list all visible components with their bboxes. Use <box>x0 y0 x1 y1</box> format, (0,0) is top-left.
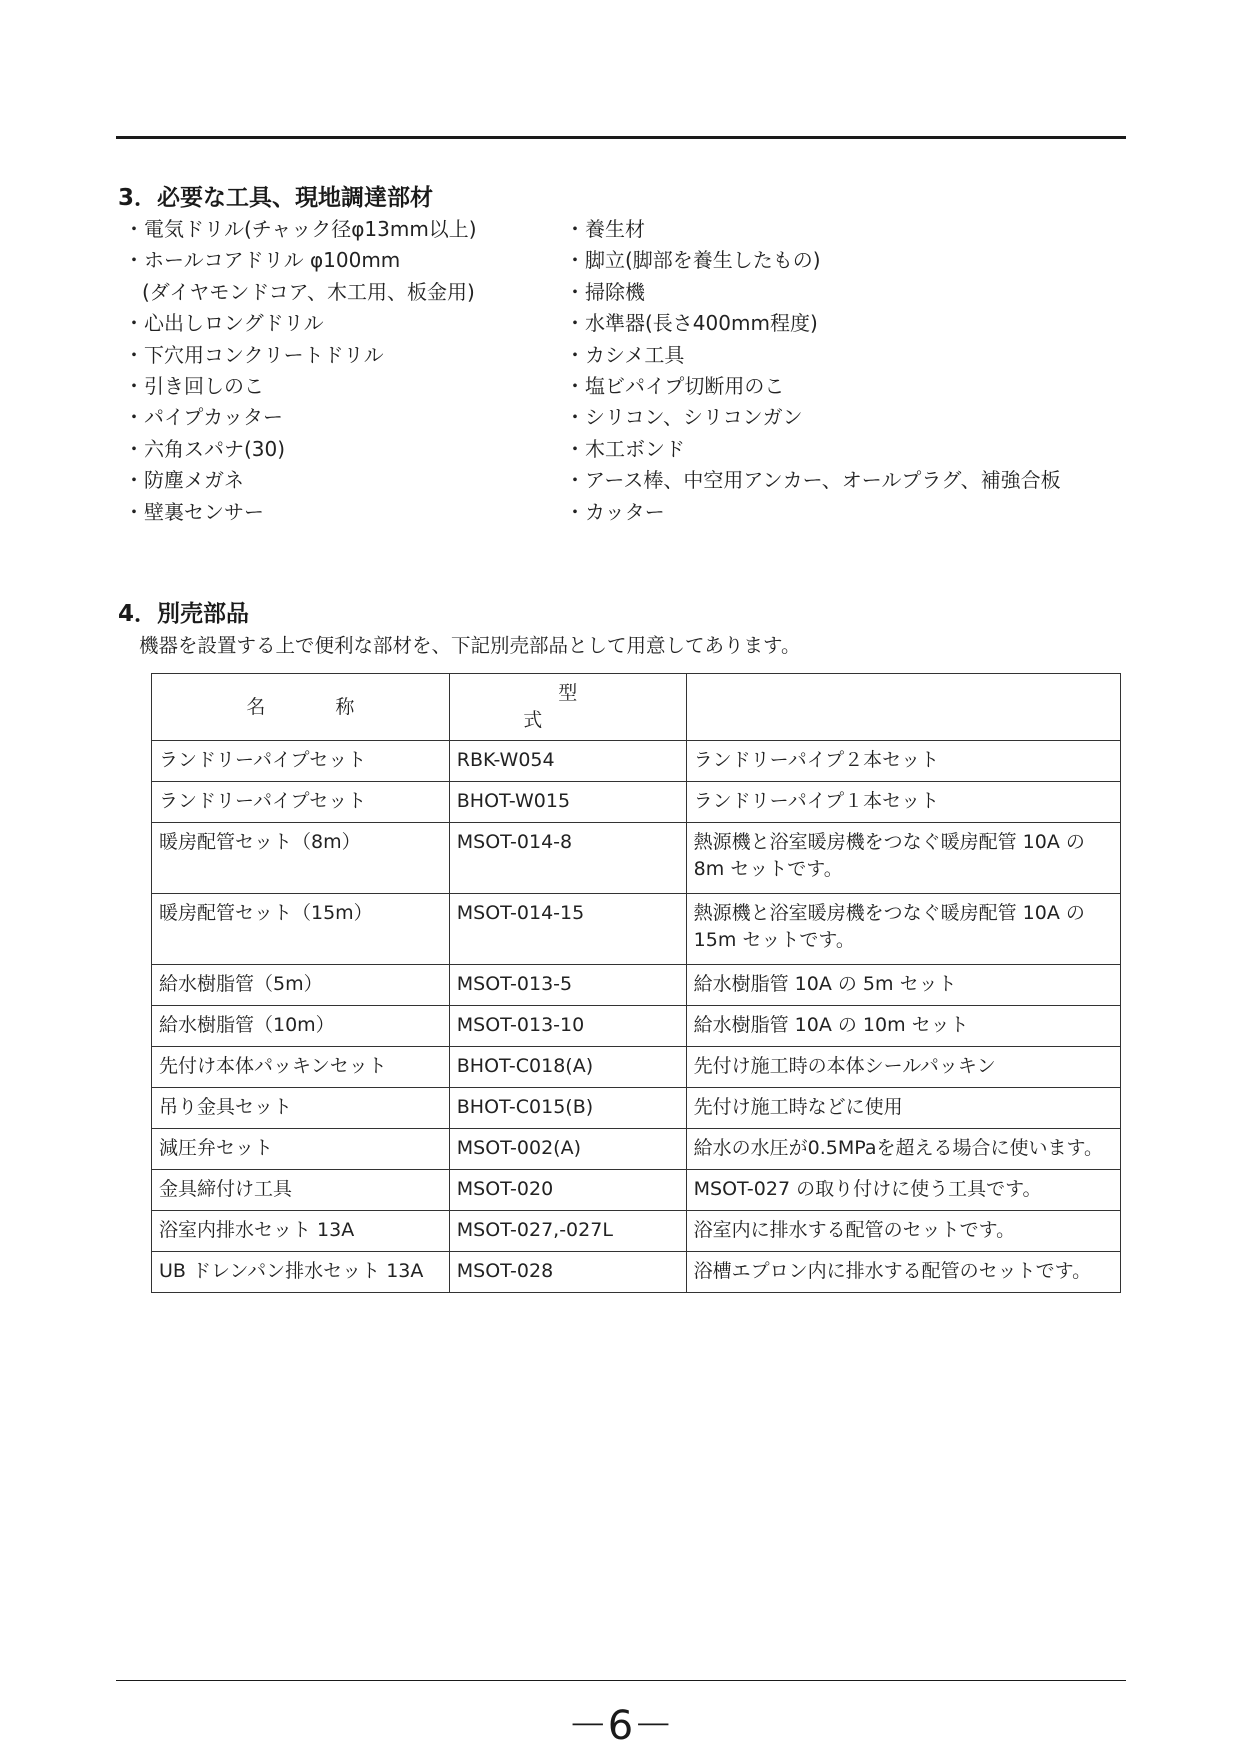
header-description <box>686 674 1120 741</box>
cell-name: 金具締付け工具 <box>152 1170 450 1211</box>
cell-description: 熱源機と浴室暖房機をつなぐ暖房配管 10A の 8m セットです。 <box>686 823 1120 894</box>
bottom-rule <box>116 1680 1126 1681</box>
cell-model: RBK-W054 <box>449 741 686 782</box>
cell-name: 給水樹脂管（10m） <box>152 1006 450 1047</box>
list-item: ・養生材 <box>565 217 645 241</box>
list-item: ・下穴用コンクリートドリル <box>124 342 384 367</box>
table-row <box>152 782 1121 823</box>
cell-name: 先付け本体パッキンセット <box>152 1047 450 1088</box>
table-row <box>152 965 1121 1006</box>
table-row <box>152 741 1121 782</box>
header-name: 名称 <box>152 674 450 741</box>
cell-model: MSOT-028 <box>449 1252 686 1293</box>
table-row <box>152 894 1121 965</box>
cell-model: MSOT-027,-027L <box>449 1211 686 1252</box>
cell-model: MSOT-013-5 <box>449 965 686 1006</box>
list-item: ・掃除機 <box>565 279 645 304</box>
cell-name: 減圧弁セット <box>152 1129 450 1170</box>
cell-name: UB ドレンパン排水セット 13A <box>152 1252 450 1293</box>
list-item: ・塩ビパイプ切断用のこ <box>565 373 785 398</box>
table-row <box>152 823 1121 894</box>
list-item: ・シリコン、シリコンガン <box>565 405 803 430</box>
table-row <box>152 1088 1121 1129</box>
cell-model: BHOT-C015(B) <box>449 1088 686 1129</box>
list-item: ・カッター <box>565 499 665 524</box>
list-item: ・アース棒、中空用アンカー、オールプラグ、補強合板 <box>565 468 1061 493</box>
cell-model: MSOT-002(A) <box>449 1129 686 1170</box>
list-item: ・パイプカッター <box>124 405 283 430</box>
list-item: (ダイヤモンドコア、木工用、板金用) <box>142 279 475 304</box>
page-number: －6－ <box>567 1703 674 1749</box>
table-row <box>152 1047 1121 1088</box>
cell-name: 暖房配管セット（8m） <box>152 823 450 894</box>
list-item: ・ホールコアドリル φ100mm <box>124 248 401 273</box>
cell-name: ランドリーパイプセット <box>152 782 450 823</box>
cell-description: 熱源機と浴室暖房機をつなぐ暖房配管 10A の 15m セットです。 <box>686 894 1120 965</box>
cell-description: ランドリーパイプ２本セット <box>686 741 1120 782</box>
cell-name: 吊り金具セット <box>152 1088 450 1129</box>
tools-list-left <box>124 214 477 528</box>
list-item: ・引き回しのこ <box>124 373 264 398</box>
cell-name: 給水樹脂管（5m） <box>152 965 450 1006</box>
table-header-row <box>152 674 1121 741</box>
optional-parts-table <box>151 673 1121 1293</box>
tools-list-right <box>565 214 1061 528</box>
list-item: ・壁裏センサー <box>124 499 264 524</box>
cell-model: BHOT-W015 <box>449 782 686 823</box>
section-3-title: 3．必要な工具、現地調達部材 <box>118 185 434 211</box>
cell-name: 暖房配管セット（15m） <box>152 894 450 965</box>
cell-model: MSOT-020 <box>449 1170 686 1211</box>
top-rule <box>116 136 1126 139</box>
cell-description: 給水樹脂管 10A の 5m セット <box>686 965 1120 1006</box>
list-item: ・防塵メガネ <box>124 468 244 493</box>
cell-description: 給水樹脂管 10A の 10m セット <box>686 1006 1120 1047</box>
list-item: ・六角スパナ(30) <box>124 436 286 461</box>
list-item: ・カシメ工具 <box>565 342 685 367</box>
cell-description: ランドリーパイプ１本セット <box>686 782 1120 823</box>
table-row <box>152 1170 1121 1211</box>
header-model: 型式 <box>449 674 686 741</box>
table-row <box>152 1211 1121 1252</box>
cell-description: MSOT-027 の取り付けに使う工具です。 <box>686 1170 1120 1211</box>
cell-description: 給水の水圧が0.5MPaを超える場合に使います。 <box>686 1129 1120 1170</box>
cell-name: 浴室内排水セット 13A <box>152 1211 450 1252</box>
list-item: ・木工ボンド <box>565 436 685 461</box>
cell-description: 浴室内に排水する配管のセットです。 <box>686 1211 1120 1252</box>
cell-description: 浴槽エプロン内に排水する配管のセットです。 <box>686 1252 1120 1293</box>
cell-model: BHOT-C018(A) <box>449 1047 686 1088</box>
cell-model: MSOT-014-8 <box>449 823 686 894</box>
cell-model: MSOT-014-15 <box>449 894 686 965</box>
list-item: ・心出しロングドリル <box>124 311 324 336</box>
list-item: ・脚立(脚部を養生したもの) <box>565 248 821 273</box>
cell-description: 先付け施工時などに使用 <box>686 1088 1120 1129</box>
table-row <box>152 1252 1121 1293</box>
section-4-intro: 機器を設置する上で便利な部材を、下記別売部品として用意してあります。 <box>139 634 801 657</box>
section-4-title: 4．別売部品 <box>118 601 250 627</box>
list-item: ・水準器(長さ400mm程度) <box>565 311 818 336</box>
cell-description: 先付け施工時の本体シールパッキン <box>686 1047 1120 1088</box>
cell-model: MSOT-013-10 <box>449 1006 686 1047</box>
list-item: ・電気ドリル(チャック径φ13mm以上) <box>124 217 477 241</box>
table-row <box>152 1129 1121 1170</box>
cell-name: ランドリーパイプセット <box>152 741 450 782</box>
table-row <box>152 1006 1121 1047</box>
